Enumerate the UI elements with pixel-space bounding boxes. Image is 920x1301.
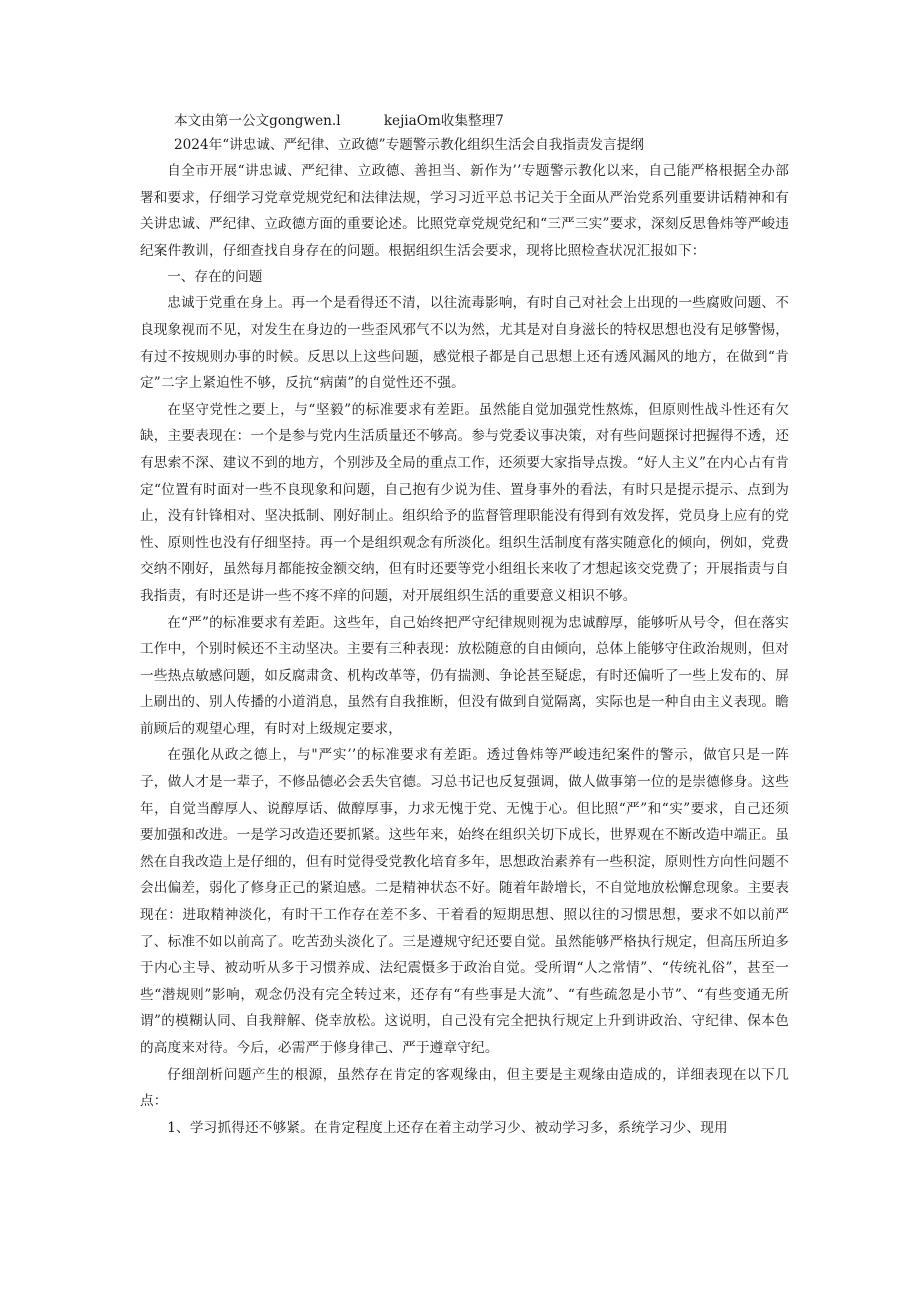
section-one-heading: 一、存在的问题: [167, 269, 263, 286]
loyalty-paragraph: 忠诚于党重在身上。再一个是看得还不清，以往流毒影响，有时自己对社会上出现的一些腐败问题、不良现象视而不见，对发生在身边的一些歪风邪气不以为然，尤其是对自身滋长的特权思想也没有足够警惕，有过不按规则办事的时候。反思以上这些问题，感觉根子都是自己思想上还有透风漏风的地方，在做到“肯定”二字上紧迫性不够，反抗“病菌”的自觉性还不强。: [140, 295, 789, 392]
intro-paragraph: 自全市开展“讲忠诚、严纪律、立政德、善担当、新作为’’专题警示教化以来，自己能严格根据全办部署和要求，仔细学习党章党规党纪和法律法规，学习习近平总书记关于全面从严治党系列重要讲话精神和有关讲忠诚、严纪律、立政德方面的重要论述。比照党章党规党纪和“三严三实”要求，深刻反思鲁炜等严峻违纪案件教训，仔细查找自身存在的问题。根据组织生活会要求，现将比照检查状况汇报如下：: [140, 163, 789, 259]
party-spirit-paragraph: 在坚守党性之要上，与“坚毅”的标准要求有差距。虽然能自觉加强党性熬炼，但原则性战斗性还有欠缺，主要表现在：一个是参与党内生活质量还不够高。参与党委议事决策，对有些问题探讨把握得不透，还有思索不深、建议不到的地方，个别涉及全局的重点工作，还须要大家指导点拨。“好人主义”在内心占有肯定“位置有时面对一些不良现象和问题，自己抱有少说为佳、置身事外的看法，有时只是提示提示、点到为止，没有针锋相对、坚决抵制、刚好制止。组织给予的监督管理职能没有得到有效发挥，党员身上应有的党性、原则性也没有仔细坚持。再一个是组织观念有所淡化。组织生活制度有落实随意化的倾向，例如，党费交纳不刚好，虽然每月都能按金额交纳，但有时还要等党小组组长来收了才想起该交党费了；开展指责与自我指责，有时还是讲一些不疼不痒的问题，对开展组织生活的重要意义相识不够。: [140, 401, 789, 604]
virtue-paragraph: 在强化从政之德上，与"严实’’的标准要求有差距。透过鲁炜等严峻违纪案件的警示，做官只是一阵子，做人才是一辈子，不修品德必会丢失官德。习总书记也反复强调，做人做事第一位的是崇德修身。这些年，自觉当醇厚人、说醇厚话、做醇厚事，力求无愧于党、无愧于心。但比照“严”和“实”要求，自己还须要加强和改进。一是学习改造还要抓紧。这些年来，始终在组织关切下成长，世界观在不断改造中端正。虽然在自我改造上是仔细的，但有时觉得受党教化培育多年，思想政治素养有一些积淀，原则性方向性问题不会出偏差，弱化了修身正己的紧迫感。二是精神状态不好。随着年龄增长，不自觉地放松懈怠现象。主要表现在：进取精神淡化，有时干工作存在差不多、干着看的短期思想、照以往的习惯思想，要求不如以前严了、标准不如以前高了。吃苦劲头淡化了。三是遵规守纪还要自觉。虽然能够严格执行规定，但高压所迫多于内心主导、被动听从多于习惯养成、法纪震慑多于政治自觉。受所谓“人之常情”、“传统礼俗”，甚至一些“潜规则”影响，观念仍没有完全转过来，还存有“有些事是大流”、“有些疏忽是小节”、“有些变通无所谓”的模糊认同、自我辩解、侥幸放松。这说明，自己没有完全把执行规定上升到讲政治、守纪律、保本色的高度来对待。今后，必需严于修身律己、严于遵章守纪。: [140, 747, 789, 1056]
strict-paragraph: 在“严”的标准要求有差距。这些年，自己始终把严守纪律规则视为忠诚醇厚，能够听从号令，但在落实工作中，个别时候还不主动坚决。主要有三种表现：放松随意的自由倾向，总体上能够守住政治规则，但对一些热点敏感问题，如反腐肃贪、机构改革等，仍有揣测、争论甚至疑虑，有时还偏听了一些上发布的、屏上刷出的、别人传播的小道消息，虽然有自我推断，但没有做到自觉隔离，实际也是一种自由主义表现。瞻前顾后的观望心理，有时对上级规定要求，: [140, 614, 789, 737]
study-paragraph: 1、学习抓得还不够紧。在肯定程度上还存在着主动学习少、被动学习多，系统学习少、现用: [167, 1119, 728, 1136]
roots-paragraph: 仔细剖析问题产生的根源，虽然存在肯定的客观缘由，但主要是主观缘由造成的，详细表现在以下几点：: [140, 1066, 789, 1110]
document-title: 2024年“讲忠诚、严纪律、立政德”专题警示教化组织生活会自我指责发言提纲: [174, 137, 644, 153]
source-note: 本文由第一公文gongwen.l kejiaOm收集整理7: [174, 113, 504, 129]
